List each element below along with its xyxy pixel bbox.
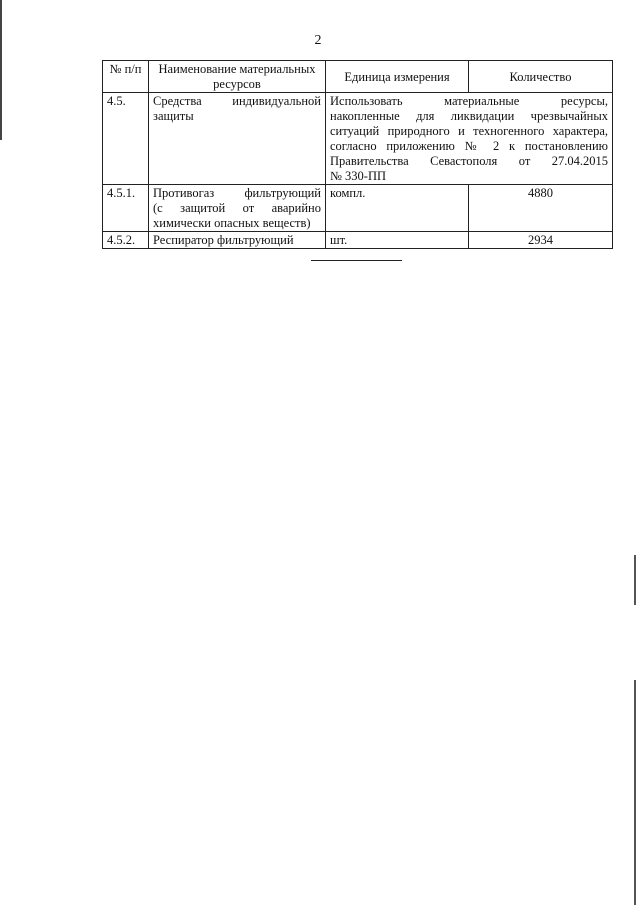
row-num: 4.5. <box>103 93 149 185</box>
table-row <box>103 93 613 185</box>
note-line: ситуаций природного и техногенного характера, <box>330 124 608 138</box>
table-row <box>103 185 613 232</box>
note-line: Правительства Севастополя от 27.04.2015 <box>330 154 608 168</box>
name-line: (с защитой от аварийно <box>153 201 321 215</box>
table-row <box>103 232 613 249</box>
resources-table <box>102 60 613 249</box>
row-num: 4.5.2. <box>103 232 149 249</box>
header-num: № п/п <box>103 61 149 93</box>
row-unit: шт. <box>326 232 469 249</box>
header-name: Наименование материальных ресурсов <box>149 61 326 93</box>
row-name <box>149 185 326 232</box>
row-note <box>326 93 613 185</box>
header-qty: Количество <box>469 61 613 93</box>
row-num: 4.5.1. <box>103 185 149 232</box>
row-name <box>149 232 326 249</box>
page-number: 2 <box>314 33 322 48</box>
note-line: накопленные для ликвидации чрезвычайных <box>330 109 608 123</box>
name-line: Респиратор фильтрующий <box>153 233 294 247</box>
scan-left-edge <box>0 0 2 140</box>
name-line: защиты <box>153 109 194 123</box>
header-unit: Единица измерения <box>326 61 469 93</box>
separator-line <box>311 260 402 261</box>
row-qty: 2934 <box>469 232 613 249</box>
name-line: Противогаз фильтрующий <box>153 186 321 200</box>
note-line: № 330-ПП <box>330 169 387 183</box>
note-line: Использовать материальные ресурсы, <box>330 94 608 108</box>
row-name <box>149 93 326 185</box>
table-header-row <box>103 61 613 93</box>
name-line: химически опасных веществ) <box>153 216 311 230</box>
name-line: Средства индивидуальной <box>153 94 321 108</box>
row-qty: 4880 <box>469 185 613 232</box>
row-unit: компл. <box>326 185 469 232</box>
note-line: согласно приложению № 2 к постановлению <box>330 139 608 153</box>
